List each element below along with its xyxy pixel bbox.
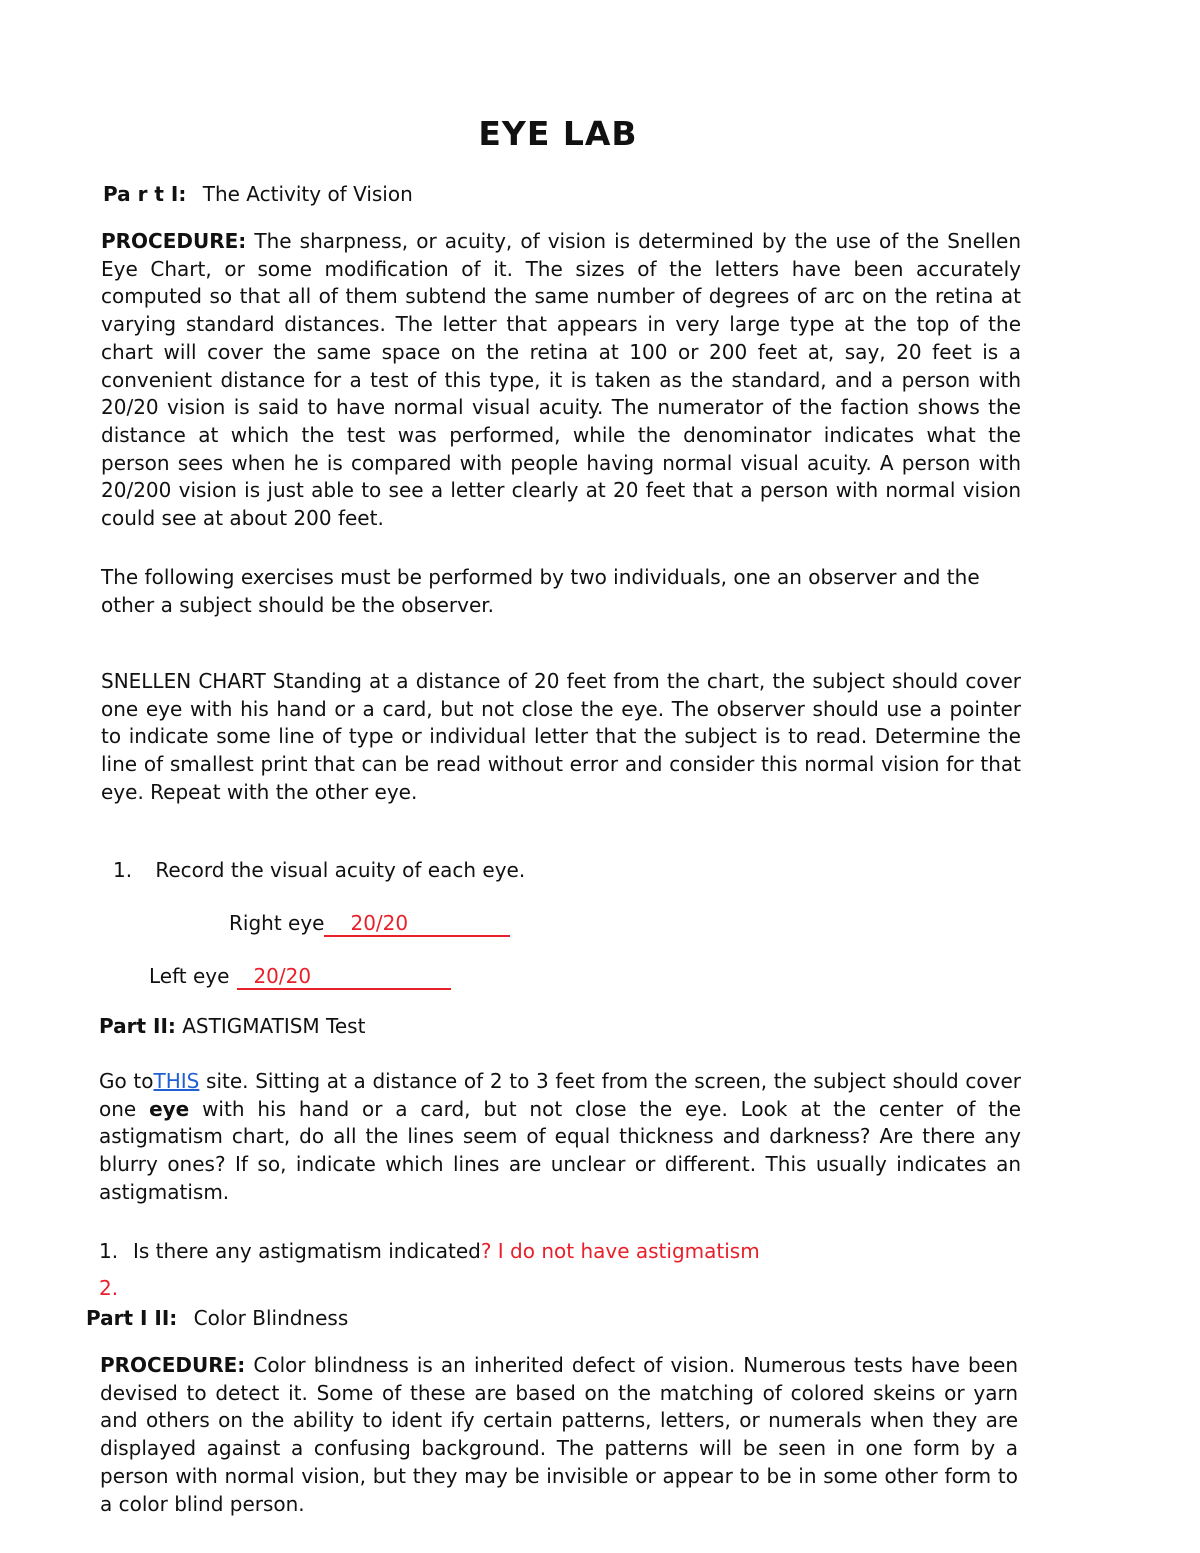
- this-site-link[interactable]: THIS: [153, 1069, 200, 1093]
- page-title: EYE LAB: [478, 114, 638, 153]
- part1-question-1: [113, 858, 525, 882]
- goto-text: Go to: [99, 1069, 154, 1093]
- left-eye-label: Left eye: [149, 964, 230, 988]
- procedure-label: PROCEDURE:: [101, 229, 247, 253]
- part2-paragraph: [99, 1068, 1021, 1207]
- eye-word: eye: [149, 1096, 190, 1121]
- part2-question-2: 2.: [99, 1276, 119, 1300]
- part3-heading: [86, 1306, 348, 1330]
- part1-title: The Activity of Vision: [202, 182, 413, 206]
- part2-heading: [99, 1014, 365, 1038]
- question-text: Is there any astigmatism indicated: [133, 1239, 481, 1263]
- right-eye-row: [229, 911, 510, 937]
- part1-label: Pa r t I:: [103, 182, 187, 206]
- part2-question-1: [99, 1239, 760, 1263]
- part2-title: ASTIGMATISM Test: [182, 1014, 366, 1038]
- question-number: 1.: [99, 1239, 119, 1263]
- exercises-paragraph: The following exercises must be performed by two individuals, one an observer and the other a subject should be the observer.: [101, 565, 980, 617]
- part2-text-b: with his hand or a card, but not close the eye. Look at the center of the astigmatism chart, do all the lines seem of equal thickness and darkness? Are there any blurry ones? If so, indicate which lines are unclear or different. This usually indicates an astigmatism.: [99, 1096, 1022, 1204]
- astigmatism-answer[interactable]: ? I do not have astigmatism: [480, 1239, 760, 1263]
- left-eye-row: [149, 964, 451, 990]
- procedure-text: The sharpness, or acuity, of vision is determined by the use of the Snellen Eye Chart, or some modification of it. The sizes of the letters have been accurately computed so that all of them subtend the same number of degrees of arc on the retina at varying standard distances. The letter that appears in very large type at the top of the chart will cover the same space on the retina at 100 or 200 feet at, say, 20 feet is a convenient distance for a test of this type, it is taken as the standard, and a person with 20/20 vision is said to have normal visual acuity. The numerator of the faction shows the distance at which the test was performed, while the denominator indicates what the person sees when he is compared with people having normal visual acuity. A person with 20/200 vision is just able to see a letter clearly at 20 feet that a person with normal vision could see at about 200 feet.: [101, 229, 1021, 531]
- procedure-label: PROCEDURE:: [100, 1353, 246, 1377]
- part3-title: Color Blindness: [193, 1306, 349, 1330]
- right-eye-label: Right eye: [229, 911, 325, 935]
- procedure-text: Color blindness is an inherited defect of vision. Numerous tests have been devised to detect it. Some of these are based on the matching of colored skeins or yarn and others on the ability to ident ify certain patterns, letters, or numerals when they are displayed against a confusing background. The patterns will be seen in one form by a person with normal vision, but they may be invisible or appear to be in some other form to a color blind person.: [100, 1353, 1018, 1516]
- part3-procedure: [100, 1352, 1018, 1518]
- snellen-paragraph: SNELLEN CHART Standing at a distance of 20 feet from the chart, the subject should cover one eye with his hand or a card, but not close the eye. The observer should use a pointer to indicate some line of type or individual letter that the subject is to read. Determine the line of smallest print that can be read without error and consider this normal vision for that eye. Repeat with the other eye.: [101, 669, 1021, 804]
- part3-label: Part I II:: [86, 1306, 178, 1330]
- part1-procedure: [101, 228, 1021, 533]
- right-eye-field[interactable]: 20/20: [324, 911, 510, 937]
- part1-heading: [103, 182, 413, 206]
- left-eye-field[interactable]: 20/20: [237, 964, 451, 990]
- question-number: 1.: [113, 858, 133, 882]
- part2-label: Part II:: [99, 1014, 176, 1038]
- question-text: Record the visual acuity of each eye.: [155, 858, 526, 882]
- part2-text-a: site. Sitting at a distance of 2 to 3 feet from the screen, the subject should cover one: [99, 1069, 1022, 1121]
